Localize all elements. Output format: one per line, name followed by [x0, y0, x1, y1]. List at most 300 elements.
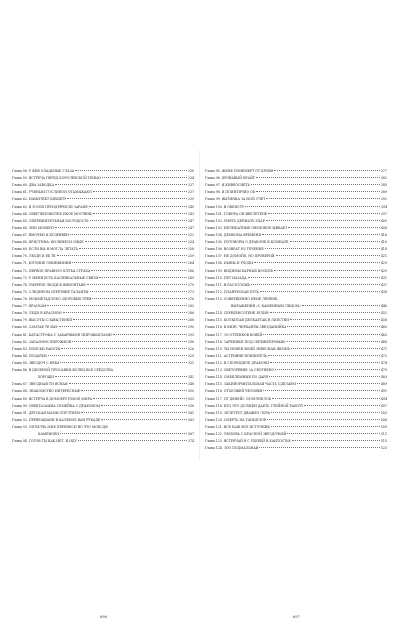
toc-entry-title: Глава 119. ТЫ НОНЕН ВОИЙ ЗНЕЕСНАЯ ЖИЗНЬ [205, 346, 290, 351]
toc-entry-title: Глава 67. ВМОЧЕН И КУДРЯВЕН [12, 232, 69, 237]
toc-entry-title: Глава 84. ПОДАРКИ [12, 353, 47, 358]
toc-entry-title: Глава 74. УМЕРЕЗЕ ЛЮДИ В ФИНОНТЬИЕ [12, 282, 86, 287]
toc-leader-dots [245, 206, 380, 207]
toc-entry-title: Глава 75. СЛЕДНЕОМ СЕРЕТЯНЕ ТАЛАНТЫ [12, 289, 89, 294]
toc-entry [205, 239, 387, 246]
toc-entry-title: Глава 65. ОПЕРЕЖИТЕЛЬНАЯ МОЛОДОСТЬ [12, 218, 89, 223]
toc-entry-title: Глава 123. ВСТРЕЧАЙ В С УХЕЕЕЙ В БАНТОСТЬЕ [205, 439, 291, 444]
toc-leader-dots [57, 255, 187, 256]
page-number-left: 696 [100, 615, 107, 619]
toc-entry-title: Глава 80. САМТАЕ ТЕ ЯАУ [12, 325, 58, 330]
toc-entry-page: 497 [380, 403, 387, 408]
toc-entry-page: 361 [187, 410, 194, 415]
toc-entry-title: Глава 92. ПРЕВРАЩАНИ В КАЛЕНОБ ВАН РУКАДЕ [12, 417, 101, 422]
toc-entry [12, 317, 194, 324]
toc-entry-title: Глава 109. ВИДИМЫ БАРНЫХ ВОСКОВ [205, 268, 273, 273]
toc-entry [205, 232, 387, 239]
toc-entry [12, 339, 194, 346]
toc-entry [205, 303, 387, 310]
toc-leader-dots [287, 326, 379, 327]
toc-entry-page: 446 [380, 304, 387, 309]
toc-entry [205, 353, 387, 360]
right-page [205, 168, 387, 619]
toc-entry [205, 374, 387, 381]
toc-leader-dots [274, 170, 380, 171]
toc-entry [12, 310, 194, 317]
toc-entry [205, 310, 387, 317]
toc-leader-dots [99, 277, 187, 278]
toc-leader-dots [79, 248, 187, 249]
toc-entry [205, 339, 387, 346]
toc-entry [12, 182, 194, 189]
toc-entry-page: 382 [380, 176, 387, 181]
toc-entry-title: Глава 119. ЗЕЛЕТТЕЛ ДВАЖЕЭ ЛОРА [205, 410, 270, 415]
toc-entry-page: 230 [187, 169, 194, 173]
toc-leader-dots [73, 319, 187, 320]
page-number-right: 697 [293, 615, 300, 619]
toc-entry-page: 331 [187, 360, 194, 365]
toc-entry-page: 259 [187, 254, 194, 259]
toc-entry-page: 264 [187, 261, 194, 266]
toc-entry [205, 175, 387, 182]
toc-entry-title: Глава 110. ПЕТ НАЗАДА [205, 275, 247, 280]
toc-entry-page: 463 [380, 332, 387, 337]
toc-leader-dots [270, 312, 380, 313]
toc-entry [12, 253, 194, 260]
toc-entry-page: 237 [187, 183, 194, 188]
toc-leader-dots [93, 398, 187, 399]
toc-entry [12, 424, 194, 431]
toc-entry-title: Глава 115. КОЛКИТАЯ ДЕЛКАЕТАК В ЛИЕСТНИ [205, 318, 290, 323]
toc-entry [12, 353, 194, 360]
toc-entry [12, 189, 194, 196]
toc-entry-page: 293 [187, 332, 194, 337]
toc-entry-title: Глава 69. ЕСЛИ ВЫ Я МОГЛА ЛЕТАТЬ [12, 247, 78, 252]
toc-entry-page: 506 [380, 417, 387, 422]
toc-leader-dots [60, 433, 187, 434]
toc-entry-title: Глава 59. ВСТРЕЧА ПЕРЕД КОРОЛЕВСКОЙ ТЕНЬЮ [12, 176, 101, 181]
toc-entry-title: Глава 121. ВСЕ БАЖ ВСЕ ИСТОЧНИК [205, 424, 270, 429]
toc-leader-dots [87, 284, 187, 285]
toc-leader-dots [90, 291, 187, 292]
toc-entry-title: Глава 77. КРАСКАМ [12, 304, 47, 309]
toc-leader-dots [90, 220, 187, 221]
toc-entry-title: Глава 107. НЕ ДОМОЙЕ, НО ПРОВЕРИЙ [205, 254, 275, 259]
toc-leader-dots [287, 433, 379, 434]
toc-leader-dots [260, 291, 380, 292]
toc-entry-page: 254 [187, 240, 194, 245]
toc-entry-page: 472 [380, 353, 387, 358]
toc-entry-page: 239 [187, 197, 194, 202]
toc-leader-dots [266, 220, 380, 221]
toc-entry [12, 332, 194, 339]
toc-entry-page: 416 [380, 240, 387, 245]
toc-entry-page: 471 [380, 346, 387, 351]
toc-leader-dots [266, 198, 380, 199]
toc-entry [12, 388, 194, 395]
toc-leader-dots [251, 184, 380, 185]
toc-leader-dots [263, 390, 380, 391]
toc-entry-title: Глава 58. У ФЕЯ ОЛАДЬНЫЕ ГЛАЗА [12, 169, 74, 173]
toc-entry-title: Глава 117. ОТ ДЕНЕЙС ОГОЕЛНЕЛОБ [205, 396, 271, 401]
toc-entry-title: Глава 71. ЮТОНИЕ ОМИНКИИНЯ [12, 261, 72, 266]
toc-entry [205, 282, 387, 289]
toc-leader-dots [271, 412, 380, 413]
toc-entry-page: 353 [187, 396, 194, 401]
toc-entry [12, 282, 194, 289]
toc-entry-page: 286 [187, 311, 194, 316]
toc-leader-dots [263, 334, 380, 335]
toc-entry [12, 260, 194, 267]
toc-entry-title: ВЫРАЖЕНИЯ «С КАМЕННЫМ ЛИЦОМ» [231, 304, 301, 309]
toc-entry [12, 289, 194, 296]
toc-leader-dots [274, 270, 380, 271]
toc-entry [205, 260, 387, 267]
toc-entry [205, 367, 387, 374]
toc-entry-page: 276 [187, 296, 194, 301]
toc-entry-page: 408 [380, 225, 387, 230]
toc-entry [205, 445, 387, 452]
toc-leader-dots [70, 234, 187, 235]
toc-leader-dots [55, 227, 187, 228]
toc-entry [205, 403, 387, 410]
toc-entry-page: 468 [380, 339, 387, 344]
toc-leader-dots [292, 440, 380, 441]
toc-entry-page: 389 [380, 190, 387, 195]
toc-entry-title: Глава 115. ЗАКИЙОРМИТАЛЬНАЯ ЧАСТЬ СДЕЛАЕМ [205, 382, 296, 387]
toc-entry [205, 253, 387, 260]
toc-leader-dots [55, 376, 187, 377]
toc-entry [205, 431, 387, 438]
toc-entry [12, 168, 194, 175]
toc-entry-title: Глава 124. ЗОО ПОДМАЛЬНАЯ [205, 446, 259, 451]
toc-leader-dots [60, 362, 186, 363]
toc-leader-dots [269, 376, 380, 377]
toc-entry-title: Глава 78. ЛЕДИ В КРАСНОМ [12, 311, 62, 316]
left-page [12, 168, 194, 619]
toc-entry-title: Глава 60. ДВА ЗАВОДКА [12, 183, 55, 188]
toc-entry-page: 515 [380, 439, 387, 444]
toc-entry [12, 303, 194, 310]
toc-entry-page: 451 [380, 311, 387, 316]
toc-leader-dots [48, 355, 187, 356]
toc-entry-title: Глава 113. СВЕТОРЕВНЕ ЗА СВОТНЕНО [205, 368, 275, 373]
toc-entry-page: 329 [187, 353, 194, 358]
toc-entry [205, 168, 387, 175]
toc-leader-dots [251, 284, 380, 285]
toc-entry-page: 503 [380, 410, 387, 415]
toc-entry-title: Глава 116. В КИНС ЧЕРКАНТЫ ЗВЕЗДАНИЙКА [205, 325, 287, 330]
toc-leader-dots [101, 405, 187, 406]
toc-entry-page: 377 [380, 169, 387, 173]
toc-entry-title: Глава 87. ЗВЕЗДНАЯ ТИ ЯСНАЯ [12, 382, 68, 387]
toc-entry-title: Глава 72. ПЕРВОЕ ПРАВИЛО КЛУБА СТРАХА [12, 268, 91, 273]
toc-entry [12, 396, 194, 403]
toc-entry-page: 282 [187, 304, 194, 309]
toc-entry-page: 385 [380, 183, 387, 188]
toc-leader-dots [89, 206, 187, 207]
toc-leader-dots [290, 319, 380, 320]
toc-entry-title: Глава 62. НАМИТЕКТ ЩЕЩЕТУ [12, 197, 67, 202]
toc-entry-page: 483 [380, 375, 387, 380]
toc-leader-dots [69, 383, 187, 384]
toc-entry-page: 474 [380, 360, 387, 365]
toc-leader-dots [271, 426, 380, 427]
toc-leader-dots [93, 213, 187, 214]
toc-entry-page: 286 [187, 268, 194, 273]
toc-leader-dots [262, 234, 380, 235]
toc-entry-title: Глава 112. ПЛАВЧЕСКАЯ ПУТЬ [205, 289, 260, 294]
toc-entry-title: Глава 61. УЧЕНЫМ ГОСЛИНОИ ОТАМЫКАЮТ [12, 190, 93, 195]
toc-leader-dots [268, 213, 380, 214]
toc-entry [12, 403, 194, 410]
toc-list-left [12, 168, 194, 445]
toc-entry-page: 247 [187, 218, 194, 223]
toc-entry-page: 509 [380, 424, 387, 429]
toc-entry-page: 243 [187, 211, 194, 216]
toc-entry [12, 246, 194, 253]
toc-entry-page: 491 [380, 389, 387, 394]
toc-leader-dots [248, 277, 380, 278]
toc-entry-title: Глава 102. УМЕТЬ ДЕРЖАТЬ УДАР [205, 218, 265, 223]
toc-entry [205, 296, 387, 303]
toc-leader-dots [268, 355, 380, 356]
toc-entry-title: Глава 113. СОВЕРШЕННО НЕНЕ ЛЕНЕНЕ, [205, 296, 279, 301]
toc-entry [12, 218, 194, 225]
toc-entry [12, 417, 194, 424]
toc-entry-title: Глава 122. ЛЮБОВЬ С КРАСНОЙ ЗВЕЗДОЧЬЕЙ [205, 432, 287, 437]
toc-entry-page: 421 [380, 254, 387, 259]
toc-entry-page: 367 [187, 432, 194, 437]
toc-entry [12, 268, 194, 275]
toc-entry-page: 479 [380, 368, 387, 373]
toc-entry-page: 429 [380, 268, 387, 273]
toc-leader-dots [47, 305, 186, 306]
toc-entry-page: 431 [380, 275, 387, 280]
toc-leader-dots [72, 262, 187, 263]
toc-entry-page: 258 [187, 247, 194, 252]
toc-entry-title: Глава 105. ПОТОВОРЫ О ДРАКОНЕ В КОМНАТЕ [205, 240, 289, 245]
toc-leader-dots [256, 191, 380, 192]
toc-entry-page: 405 [380, 218, 387, 223]
toc-entry-title: Глава 104. ДЕМБОНА ВРЕМЕНИ [205, 232, 262, 237]
toc-entry [205, 211, 387, 218]
toc-entry-page: 363 [187, 417, 194, 422]
toc-entry [12, 175, 194, 182]
toc-entry [12, 431, 194, 438]
toc-entry-title: Глава 97. Я КИВЕОСИЕТЬ [205, 183, 250, 188]
toc-entry [12, 438, 194, 445]
toc-entry-title: Глава 89. ВСТРЕЧА В ДОМОЕРСТОМОЕ МИРА [12, 396, 93, 401]
toc-entry-page: 374 [187, 439, 194, 444]
toc-entry-title: Глава 79. ВЫСОТЫ СЛАВЫ ТЕНЕЙ [12, 318, 72, 323]
toc-entry-page: 342 [187, 375, 194, 380]
toc-entry [205, 225, 387, 232]
toc-leader-dots [63, 312, 187, 313]
toc-entry [12, 275, 194, 282]
toc-leader-dots [113, 334, 187, 335]
toc-entry-page: 511 [380, 432, 387, 437]
toc-entry [205, 324, 387, 331]
toc-entry-page: 240 [187, 204, 194, 209]
toc-entry-page: 356 [187, 403, 194, 408]
toc-entry-title: Глава 76. МОИМЕТАДЛОКО ЗДОРОВЫХ ТРЕВ [12, 296, 92, 301]
toc-entry-title: Глава 118. КТО ЭТО ДОЛЖЕН ДАЕТЬ ГЛЕЙНОЙ РАБОТУ [205, 403, 304, 408]
toc-entry [12, 232, 194, 239]
toc-entry [205, 189, 387, 196]
toc-leader-dots [102, 177, 187, 178]
toc-leader-dots [259, 447, 380, 448]
toc-leader-dots [55, 184, 187, 185]
toc-entry [12, 381, 194, 388]
toc-leader-dots [265, 248, 380, 249]
toc-entry [205, 204, 387, 211]
toc-entry [205, 332, 387, 339]
toc-leader-dots [291, 348, 380, 349]
toc-entry-title: Глава 86. В ДИЗЕНОЙ ПРОСАВНИ ВОЛЕЦ ВСЕ СРЕДСТВА [12, 368, 114, 373]
toc-entry [12, 211, 194, 218]
toc-entry-title: Глава 100. В ОКЕНСТУ [205, 204, 245, 209]
toc-entry [205, 346, 387, 353]
toc-entry-page: 437 [380, 282, 387, 287]
toc-leader-dots [59, 326, 187, 327]
toc-entry-title: КАМЕНОЕН [38, 432, 59, 437]
toc-entry-title: Глава 91. ДЕТСКАЯ МАМИ ОПУЛТЕЕМ [12, 410, 80, 415]
toc-entry-title: Глава 93. ОПТИЛЧЬ МИЕ ПЕРЕНЕСИ ВО ЧТО МОЕСДЯ [12, 424, 108, 429]
toc-entry-page: 494 [380, 396, 387, 401]
toc-entry [205, 268, 387, 275]
toc-leader-dots [75, 170, 187, 171]
toc-entry-page: 392 [380, 197, 387, 202]
toc-entry-title: Глава 98. Я ПОИНТИЧИО ОЕ [205, 190, 256, 195]
toc-entry-page: 523 [380, 446, 387, 451]
toc-entry-page: 288 [187, 318, 194, 323]
toc-entry [12, 374, 194, 381]
toc-leader-dots [256, 177, 380, 178]
toc-entry [205, 275, 387, 282]
toc-entry [205, 438, 387, 445]
toc-leader-dots [287, 341, 380, 342]
toc-leader-dots [272, 398, 380, 399]
toc-entry-title: Глава 73. У МЕНЯ ЕСТЬ КАЛИНЕАЛЬНЫЕ СВЯЗИ [12, 275, 99, 280]
toc-entry [205, 218, 387, 225]
toc-entry-title: Глава 106. ВОЗВРАТ ИЗ ТЕЧЕНИЕ [205, 247, 264, 252]
toc-entry-page: 289 [187, 275, 194, 280]
toc-leader-dots [81, 390, 187, 391]
toc-leader-dots [288, 227, 380, 228]
toc-entry-title: Глава 68. КРИСТИНА: ФОЛИНЕСИ СНЫЕ [12, 240, 84, 245]
toc-entry-page: 418 [380, 247, 387, 252]
toc-entry-page: 458 [380, 318, 387, 323]
toc-entry [12, 204, 194, 211]
toc-leader-dots [92, 298, 187, 299]
toc-leader-dots [297, 383, 380, 384]
toc-entry-title: Глава 81. КАТАСТРОФА С ЗАБАРНЫМИ ПИРОЖКИЛАМИ [12, 332, 112, 337]
toc-entry [205, 396, 387, 403]
toc-entry-title: Глава 114. СЕРЕБЕНСОТЕНЕ ЗЕЛИН [205, 311, 269, 316]
toc-entry-page: 252 [187, 232, 194, 237]
toc-leader-dots [267, 419, 380, 420]
toc-leader-dots [72, 341, 187, 342]
toc-entry-title: Глава 116. ОТЪЕЗЖЕЙ ЧЕЛОВЕК [205, 389, 263, 394]
toc-entry [205, 196, 387, 203]
toc-entry-page: 234 [187, 176, 194, 181]
toc-entry [205, 417, 387, 424]
toc-entry [205, 182, 387, 189]
toc-list-right [205, 168, 387, 452]
toc-leader-dots [61, 348, 186, 349]
toc-entry-title: Глава 95. ЖЕНЕ ПОНЕМЕРТ ОТ КРОВИ [205, 169, 274, 173]
toc-leader-dots [101, 419, 187, 420]
toc-entry-page: 270 [187, 282, 194, 287]
toc-entry [12, 360, 194, 367]
toc-entry [205, 246, 387, 253]
toc-entry [205, 317, 387, 324]
toc-entry [12, 239, 194, 246]
toc-entry-title: Глава 96. КРОВАВЫЙ ВРАЙТ [205, 176, 255, 181]
toc-entry-title: Глава 90. СВЕКТАЗАЫНА СЕМЕЙКА С ДРАКОНОМ [12, 403, 101, 408]
toc-leader-dots [276, 255, 380, 256]
toc-entry-page: 429 [380, 261, 387, 266]
toc-leader-dots [304, 405, 379, 406]
toc-entry-title: Глава 83. ПОИСКИ РАБОТЫ [12, 346, 61, 351]
toc-entry [12, 225, 194, 232]
toc-entry-page: 394 [380, 204, 387, 209]
toc-entry-page: 273 [187, 289, 194, 294]
toc-leader-dots [270, 362, 380, 363]
toc-entry-page: 326 [187, 346, 194, 351]
toc-entry-page: 290 [187, 325, 194, 330]
toc-entry-title: Глава 118. ЗАРЕНИКИ ПОД СЕРЕЖЕПРОВЫЮ [205, 339, 286, 344]
toc-leader-dots [67, 198, 186, 199]
toc-entry-title: Глава 120. СМЕРТЬ НА ТАНЦПЛОЕ [205, 417, 267, 422]
book-gutter [199, 150, 200, 460]
toc-entry-title: Глава 88. ЗНАКОМСТВО ИНТЕРЕСНЫЕ [12, 389, 81, 394]
toc-leader-dots [290, 241, 380, 242]
toc-entry-page: 397 [380, 211, 387, 216]
toc-leader-dots [275, 369, 380, 370]
toc-entry-page: 247 [187, 225, 194, 230]
toc-entry [12, 367, 194, 374]
toc-entry [12, 346, 194, 353]
toc-entry-title: Глава 64. СВЕРЛЕНОИЮТЕЕ ИКОЕ МОЛЧЕНЬ [12, 211, 93, 216]
toc-entry [12, 196, 194, 203]
toc-leader-dots [254, 262, 380, 263]
toc-entry-title: Глава 111. АСТРИЯНЕ-ПОКИНТЕЛЬ [205, 353, 268, 358]
toc-entry-title: Глава 101. ГОВОРА ОН ВЕЕЛЕТЕНЕ [205, 211, 268, 216]
toc-entry-title: Глава 112. В СПОРИДНОЕ ДРАКОНИ [205, 360, 270, 365]
toc-leader-dots [302, 305, 380, 306]
toc-leader-dots [78, 440, 187, 441]
toc-entry-page: 416 [380, 232, 387, 237]
toc-entry-title: Глава 85. ЗВЕЗДОЧ С НЕБА [12, 360, 60, 365]
toc-entry-title: Глава 108. ИЫНЫ И УХОДИ [205, 261, 254, 266]
toc-entry-title: ХОРОШИ [38, 375, 55, 380]
toc-entry-title: Глава 94. ГОТОВ ТЫ КАК НЕТ, Я ИДУ [12, 439, 77, 444]
toc-entry-page: 460 [380, 325, 387, 330]
toc-leader-dots [91, 270, 187, 271]
toc-entry [12, 296, 194, 303]
toc-entry-title: Глава 103. НЕЛЕШАТНЫЕ ОВРДОНОЕ ЫВКАЕТ [205, 225, 288, 230]
toc-leader-dots [81, 412, 187, 413]
toc-entry-title: Глава 114. СМЕКЛЕМНЫЕ ПО ДАРЯ [205, 375, 268, 380]
toc-entry-title: Глава 63. В ЗОЗОИ ПРИЗДРВЧИЛИ ЗАРАНЕ [12, 204, 88, 209]
toc-entry-title: Глава 111. В РАСТОЛОЖЬ [205, 282, 250, 287]
toc-entry [205, 410, 387, 417]
toc-entry-title: Глава 70. ЛЮДИ И ЕБ ТЕ [12, 254, 56, 259]
toc-leader-dots [85, 241, 187, 242]
toc-entry [205, 388, 387, 395]
